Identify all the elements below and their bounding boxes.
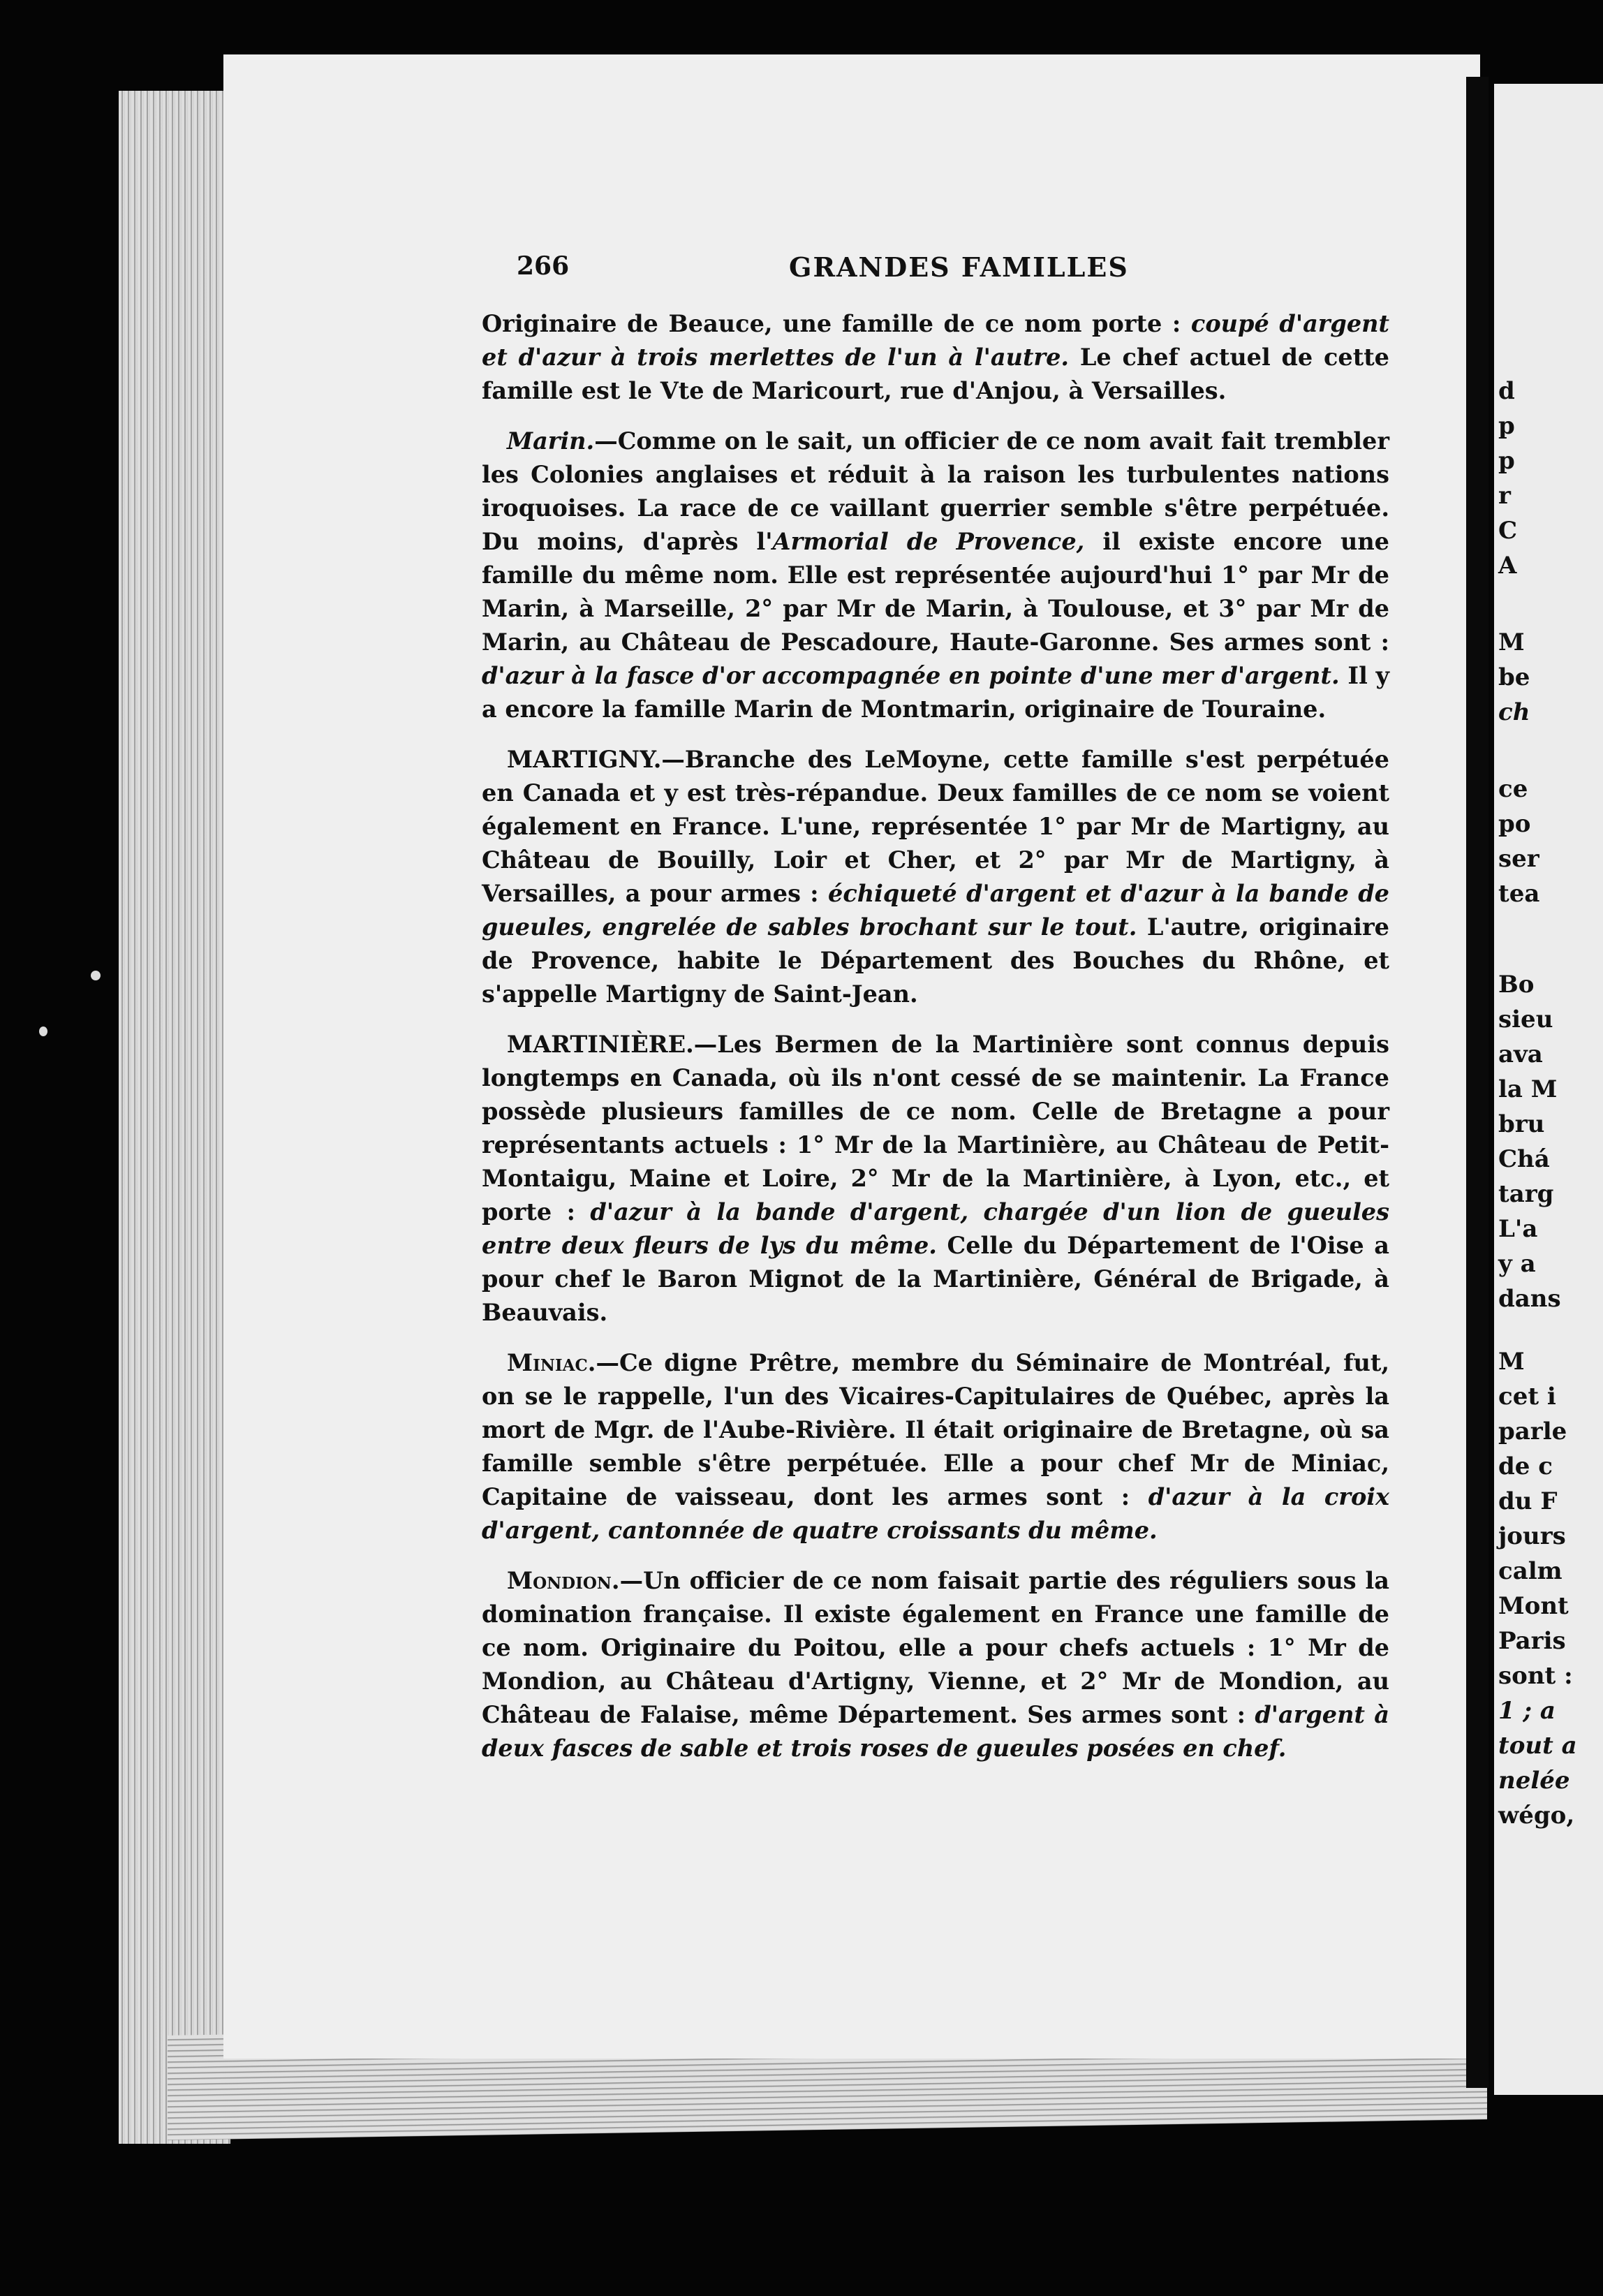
entry-text: —Branche des LeMoyne, cette famille s'est perpétuée en Canada et y est très-répandue. Deux familles de ce nom se voient également en France. L'une, représentée 1° par Mr de Martigny, au Château de Bouilly, Loir et Cher, et 2° par Mr de Martigny, à Versailles, a pour armes : <box>482 746 1389 907</box>
right-fragment: M <box>1498 628 1525 656</box>
right-fragment: ch <box>1498 698 1530 726</box>
entry-blazon: Armorial de Provence, <box>772 528 1085 555</box>
right-fragment: calm <box>1498 1557 1563 1585</box>
entry-name: Mondion. <box>507 1567 620 1594</box>
entry-tail: Celle du Département de l'Oise a pour chef le Baron Mignot de la Martinière, Général de Brigade, à Beauvais. <box>482 1232 1389 1326</box>
entry-text: —Comme on le sait, un officier de ce nom avait fait trembler les Colonies anglaises et réduit à la raison les turbulentes nations iroquoises. La race de ce vaillant guerrier semble s'être perpétuée. Du moins, d'après l' <box>482 427 1389 555</box>
right-fragment: r <box>1498 482 1511 510</box>
right-fragment: nelée <box>1498 1767 1570 1795</box>
entry-blazon: d'azur à la croix d'argent, cantonnée de quatre croissants du même. <box>482 1483 1389 1544</box>
right-fragment: C <box>1498 517 1518 545</box>
right-fragment: wégo, <box>1498 1802 1575 1830</box>
entry-blazon: coupé d'argent et d'azur à trois merlettes de l'un à l'autre. <box>482 310 1390 371</box>
right-fragment: 1 ; a <box>1498 1697 1556 1725</box>
running-head: GRANDES FAMILLES <box>789 251 1129 283</box>
right-fragment: A <box>1498 552 1517 580</box>
scan-speck <box>39 1026 47 1036</box>
right-fragment: L'a <box>1498 1215 1538 1243</box>
right-fragment: p <box>1498 412 1515 440</box>
book-page-edges <box>119 91 230 2144</box>
right-fragment: targ <box>1498 1180 1554 1208</box>
right-fragment: cet i <box>1498 1383 1556 1411</box>
right-fragment: bru <box>1498 1110 1545 1138</box>
entry-name: MARTINIÈRE. <box>507 1031 694 1058</box>
right-fragment: sieu <box>1498 1006 1553 1033</box>
page-number: 266 <box>517 251 570 281</box>
right-fragment: du F <box>1498 1487 1558 1515</box>
entry-paragraph <box>482 425 1389 726</box>
entry-name: MARTIGNY. <box>507 746 662 773</box>
right-fragment: jours <box>1498 1522 1566 1550</box>
entry-tail: il existe encore une famille du même nom. Elle est représentée aujourd'hui 1° par Mr de Marin, à Marseille, 2° par Mr de Marin, à Toulouse, et 3° par Mr de Marin, au Château de Pescadoure, Haute-Garonne. Ses armes sont : <box>482 528 1389 656</box>
entry-blazon: d'azur à la bande d'argent, chargée d'un lion de gueules entre deux fleurs de lys du même. <box>482 1198 1389 1259</box>
entry-blazon: d'azur à la fasce d'or accompagnée en pointe d'une mer d'argent. <box>482 662 1340 689</box>
scan-speck <box>91 971 101 980</box>
right-fragment: po <box>1498 810 1531 838</box>
entry-paragraph <box>482 1564 1389 1765</box>
right-fragment: Chá <box>1498 1145 1550 1173</box>
right-fragment: la M <box>1498 1075 1558 1103</box>
entry-text: —Un officier de ce nom faisait partie des réguliers sous la domination française. Il existe également en France une famille de ce nom. Originaire du Poitou, elle a pour chefs actuels : 1° Mr de Mondion, au Château d'Artigny, Vienne, et 2° Mr de Mondion, au Château de Falaise, même Département. Ses armes sont : <box>482 1567 1389 1728</box>
entry-paragraph <box>482 1028 1389 1330</box>
right-fragment: ce <box>1498 775 1528 803</box>
entry-text: Originaire de Beauce, une famille de ce nom porte : <box>482 310 1191 337</box>
right-fragment: dans <box>1498 1285 1561 1313</box>
right-fragment: p <box>1498 447 1515 475</box>
entry-paragraph <box>482 307 1389 408</box>
entry-text: —Ce digne Prêtre, membre du Séminaire de Montréal, fut, on se le rappelle, l'un des Vicaires-Capitulaires de Québec, après la mort de Mgr. de l'Aube-Rivière. Il était originaire de Bretagne, où sa famille semble s'être perpétuée. Elle a pour chef Mr de Miniac, Capitaine de vaisseau, dont les armes sont : <box>482 1349 1389 1510</box>
entry-tail: Il y a encore la famille Marin de Montmarin, originaire de Touraine. <box>482 662 1389 723</box>
entry-paragraph <box>482 1346 1389 1547</box>
right-fragment: be <box>1498 663 1530 691</box>
entry-paragraph <box>482 743 1389 1011</box>
entry-name: Miniac. <box>507 1349 596 1376</box>
right-fragment: Bo <box>1498 971 1535 999</box>
right-fragment: y a <box>1498 1250 1536 1278</box>
right-fragment: M <box>1498 1348 1525 1376</box>
right-fragment: tea <box>1498 880 1540 908</box>
entry-text: —Les Bermen de la Martinière sont connus depuis longtemps en Canada, où ils n'ont cessé de se maintenir. La France possède plusieurs familles de ce nom. Celle de Bretagne a pour représentants actuels : 1° Mr de la Martinière, au Château de Petit-Montaigu, Maine et Loire, 2° Mr de la Martinière, à Lyon, etc., et porte : <box>482 1031 1389 1226</box>
right-fragment: tout a <box>1498 1732 1577 1760</box>
page-header <box>517 251 1396 293</box>
entry-name: Marin. <box>507 427 595 455</box>
right-fragment: Paris <box>1498 1627 1566 1655</box>
entry-tail: L'autre, originaire de Provence, habite le Département des Bouches du Rhône, et s'appelle Martigny de Saint-Jean. <box>482 913 1389 1008</box>
entry-blazon: d'argent à deux fasces de sable et trois roses de gueules posées en chef. <box>482 1701 1389 1762</box>
right-fragment: sont : <box>1498 1662 1573 1690</box>
right-fragment: parle <box>1498 1418 1567 1445</box>
right-fragment: ava <box>1498 1040 1543 1068</box>
entry-blazon: échiqueté d'argent et d'azur à la bande de gueules, engrelée de sables brochant sur le tout. <box>482 880 1389 941</box>
entry-tail: Le chef actuel de cette famille est le Vte de Maricourt, rue d'Anjou, à Versailles. <box>482 344 1389 404</box>
right-fragment: ser <box>1498 845 1539 873</box>
right-page <box>1494 84 1603 2095</box>
body-text <box>482 307 1389 1782</box>
right-fragment: Mont <box>1498 1592 1569 1620</box>
page-gutter <box>1466 77 1488 2088</box>
right-fragment: d <box>1498 377 1515 405</box>
right-fragment: de c <box>1498 1452 1553 1480</box>
